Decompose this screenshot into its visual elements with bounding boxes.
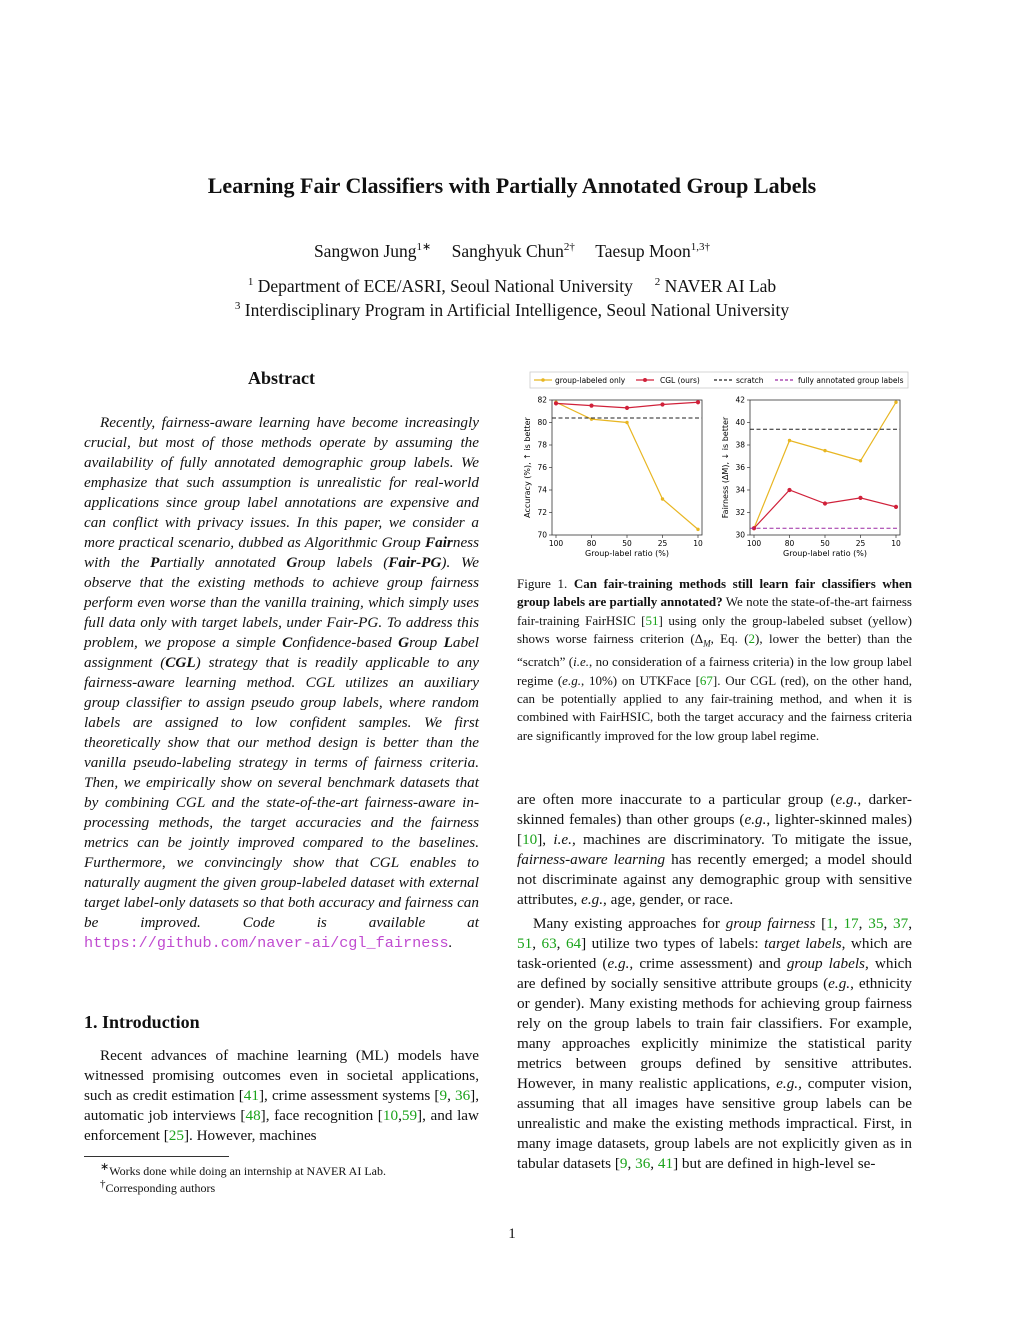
data-point bbox=[894, 401, 897, 404]
y-axis-label: Accuracy (%), ↑ is better bbox=[523, 417, 532, 518]
legend-label: scratch bbox=[736, 376, 764, 385]
legend-label: fully annotated group labels bbox=[798, 376, 904, 385]
data-point bbox=[660, 402, 664, 406]
citation[interactable]: 37 bbox=[893, 915, 909, 932]
data-point bbox=[823, 449, 826, 452]
citation[interactable]: 64 bbox=[565, 935, 582, 952]
x-axis-label: Group-label ratio (%) bbox=[585, 549, 669, 558]
x-tick-label: 50 bbox=[820, 539, 830, 548]
y-tick-label: 70 bbox=[537, 530, 547, 540]
y-tick-label: 38 bbox=[735, 440, 745, 450]
data-point bbox=[589, 404, 593, 408]
abstract-text: Recently, fairness-aware learning have become increasingly crucial, but most of those methods operate by assuming the availability of fully annotated demographic group labels. We emphasize that such assumption is unrealistic for real-world applications since group label annotations are expensive and can conflict with privacy issues. In this paper, we consider a more practical scenario, dubbed as Algorithmic Group Fairness with the Partially annotated Group labels (Fair-PG). We observe that the existing methods to achieve group fairness perform even worse than the vanilla training, which simply uses full data only with target labels, under Fair-PG. To address this problem, we propose a simple Confidence-based Group Label assignment (CGL) strategy that is readily applicable to any fairness-aware learning method. CGL utilizes an auxiliary group classifier to assign pseudo group labels, where random labels are assigned to low confident samples. We first theoretically show that our method design is better than the vanilla pseudo-labeling strategy in terms of fairness criteria. Then, we empirically show on several benchmark datasets that by combining CGL and the state-of-the-art fairness-aware in-processing methods, the target accuracies and the fairness metrics can be jointly improved compared to the baselines. Furthermore, we convincingly show that CGL enables to naturally augment the given group-labeled dataset with external target label-only datasets so that both accuracy and fairness can be improved. Code is available at https://github.com/naver-ai/cgl_fairness. bbox=[84, 414, 480, 952]
data-point bbox=[625, 406, 629, 410]
x-tick-label: 80 bbox=[784, 539, 795, 548]
y-tick-label: 42 bbox=[735, 395, 745, 405]
intro-heading: 1. Introduction bbox=[84, 1012, 200, 1032]
affiliation-line-2: $^3$ Interdisciplinary Program in Artificial Intelligence, Seoul National University bbox=[234, 300, 790, 320]
y-tick-label: 36 bbox=[735, 463, 745, 473]
intro-paragraph-2: Many existing approaches for group fairness [1, 17, 35, 37, 51, 63, 64] utilize two types of labels: target labels, which are task-oriented (e.g., crime assessment) and group labels, which are defined by socially sensitive attribute groups (e.g., ethnicity or gender). Many existing methods for achieving group fairness rely on the group labels to train fair classifiers. For example, many approaches explicitly minimize the statistical parity metrics between groups defined by sensitive attributes. However, in many realistic applications, e.g., computer vision, assuming that all images have sensitive group labels can be unrealistic and make the existing methods impractical. First, in many image datasets, group labels are not explicitly given as in tabular datasets [9, 36, 41] but are defined in high-level se- bbox=[517, 915, 913, 1172]
legend-label: group-labeled only bbox=[555, 376, 626, 385]
data-point bbox=[625, 421, 628, 424]
y-tick-label: 32 bbox=[735, 508, 745, 518]
y-tick-label: 40 bbox=[735, 418, 745, 428]
citation[interactable]: 59 bbox=[401, 1107, 418, 1124]
accuracy-chart bbox=[523, 396, 703, 558]
y-axis-label: Fairness (ΔM), ↓ is better bbox=[721, 416, 730, 519]
citation[interactable]: 9 bbox=[619, 1155, 628, 1172]
abstract-heading: Abstract bbox=[248, 368, 315, 388]
legend-label: CGL (ours) bbox=[660, 376, 700, 385]
series-line-cgl-ours- bbox=[754, 490, 896, 528]
author-2: Sanghyuk Chun$^{2\dagger}$ bbox=[451, 240, 575, 261]
plot-frame bbox=[552, 400, 702, 535]
y-tick-label: 30 bbox=[735, 530, 745, 540]
series-line-group-labeled-only bbox=[754, 402, 896, 528]
data-point bbox=[859, 459, 862, 462]
citation[interactable]: 41 bbox=[657, 1155, 674, 1172]
x-tick-label: 10 bbox=[891, 539, 901, 548]
data-point bbox=[696, 400, 700, 404]
footnote-2: †Corresponding authors bbox=[100, 1178, 216, 1195]
chart-legend bbox=[530, 372, 908, 388]
data-point bbox=[696, 528, 699, 531]
x-tick-label: 80 bbox=[586, 539, 597, 548]
x-tick-label: 100 bbox=[548, 539, 564, 548]
citation[interactable]: 67 bbox=[699, 672, 713, 688]
data-point bbox=[787, 488, 791, 492]
citation[interactable]: 10 bbox=[522, 831, 538, 848]
citation[interactable]: 1 bbox=[826, 915, 834, 932]
author-3: Taesup Moon$^{1,3\dagger}$ bbox=[595, 240, 711, 261]
x-axis-label: Group-label ratio (%) bbox=[783, 549, 867, 558]
y-tick-label: 82 bbox=[537, 395, 547, 405]
x-tick-label: 25 bbox=[855, 539, 866, 548]
data-point bbox=[823, 501, 827, 505]
y-tick-label: 34 bbox=[735, 485, 745, 495]
citation[interactable]: 35 bbox=[868, 915, 884, 932]
citation[interactable]: 63 bbox=[541, 935, 557, 952]
intro-paragraph: Recent advances of machine learning (ML) models have witnessed promising outcomes even in societal applications, such as credit estimation [41], crime assessment systems [9, 36], automatic job interviews [48], face recognition [10,59], and law enforcement [25]. However, machines bbox=[84, 1047, 480, 1144]
y-tick-label: 78 bbox=[537, 440, 547, 450]
y-tick-label: 72 bbox=[537, 508, 547, 518]
page-number: 1 bbox=[508, 1226, 516, 1242]
data-point bbox=[788, 439, 791, 442]
footnote-rule bbox=[84, 1156, 229, 1157]
paper-title: Learning Fair Classifiers with Partially Annotated Group Labels bbox=[207, 173, 817, 198]
data-point bbox=[554, 401, 558, 405]
fairness-chart bbox=[721, 396, 901, 558]
plot-frame bbox=[750, 400, 900, 535]
y-tick-label: 74 bbox=[537, 485, 547, 495]
data-point bbox=[661, 497, 664, 500]
intro-paragraph-continued: are often more inaccurate to a particular group (e.g., darker-skinned females) than other groups (e.g., lighter-skinned males) [10], i.e., machines are discriminatory. To mitigate the issue, fairness-aware learning has recently emerged; a model should not discriminate against any demographic group with sensitive attributes, e.g., age, gender, or race. bbox=[517, 791, 913, 908]
x-tick-label: 10 bbox=[693, 539, 703, 548]
citation[interactable]: 51 bbox=[517, 935, 533, 952]
citation[interactable]: 36 bbox=[454, 1087, 471, 1104]
x-tick-label: 25 bbox=[657, 539, 668, 548]
citation[interactable]: 36 bbox=[635, 1155, 651, 1172]
author-1: Sangwon Jung$^{1∗}$ bbox=[313, 240, 432, 261]
citation[interactable]: 48 bbox=[245, 1107, 261, 1124]
citation[interactable]: 2 bbox=[748, 631, 756, 647]
y-tick-label: 76 bbox=[537, 463, 547, 473]
citation[interactable]: 10 bbox=[382, 1107, 399, 1124]
figure-1-caption: Figure 1. Can fair-training methods still learn fair classifiers when group labels are partially annotated? We note the state-of-the-art fairness fair-training FairHSIC [51] using only the group-labeled subset (yellow) shows worse fairness criterion ($\Delta_M$, Eq. (2), lower the better) than the “scratch” (i.e., no consideration of a fairness criteria) in the low group label regime (e.g., 10%) on UTKFace [67]. Our CGL (red), on the other hand, can be potentially applied to any fair-training method, and when it is combined with FairHSIC, both the target accuracy and the fairness criteria are significantly improved for the low group label regime. bbox=[517, 576, 913, 743]
citation[interactable]: 17 bbox=[843, 915, 859, 932]
data-point bbox=[858, 496, 862, 500]
citation[interactable]: 51 bbox=[645, 612, 659, 628]
x-tick-label: 100 bbox=[746, 539, 762, 548]
footnote-1: ∗Works done while doing an internship at NAVER AI Lab. bbox=[100, 1161, 386, 1178]
citation[interactable]: 9 bbox=[439, 1087, 448, 1104]
data-point bbox=[894, 505, 898, 509]
citation[interactable]: 41 bbox=[243, 1087, 259, 1104]
y-tick-label: 80 bbox=[537, 418, 547, 428]
author-list bbox=[0, 240, 1024, 262]
code-link[interactable]: https://github.com/naver-ai/cgl_fairness bbox=[84, 934, 449, 952]
citation[interactable]: 25 bbox=[168, 1127, 184, 1144]
figure-1 bbox=[518, 368, 918, 566]
affiliation-line-1: $^1$ Department of ECE/ASRI, Seoul National University $^2$ NAVER AI Lab bbox=[247, 276, 777, 296]
x-tick-label: 50 bbox=[622, 539, 632, 548]
